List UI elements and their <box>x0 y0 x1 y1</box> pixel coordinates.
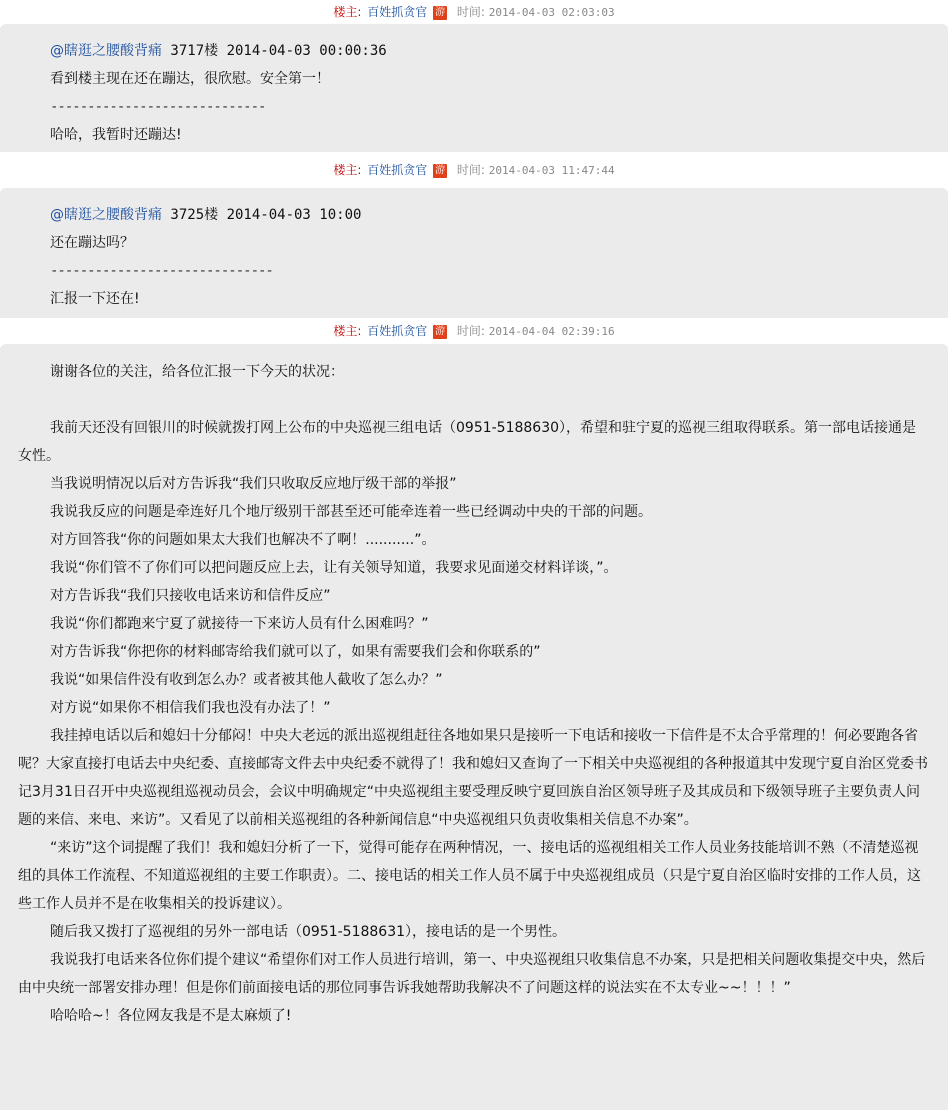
author-link[interactable]: 百姓抓贪官 <box>367 324 428 338</box>
author-link[interactable]: 百姓抓贪官 <box>367 163 428 177</box>
paragraph: 我说“你们都跑来宁夏了就接待一下来访人员有什么困难吗？” <box>50 616 429 632</box>
visitor-badge-icon: 游 <box>435 6 446 18</box>
quote-line <box>50 201 934 229</box>
paragraph: 对方告诉我“我们只接收电话来访和信件反应” <box>50 588 331 604</box>
paragraph: 我说我打电话来各位你们提个建议“希望你们对工作人员进行培训，第一、中央巡视组只收集信息不办案，只是把相关问题收集提交中央，然后由中央统一部署安排办理！但是你们前面接电话的那位同事告诉我她帮助我解决不了问题这样的说法实在不太专业~~！！！” <box>18 952 926 996</box>
post-content <box>0 188 948 318</box>
paragraph: 谢谢各位的关注，给各位汇报一下今天的状况： <box>50 364 344 380</box>
quote-text: 看到楼主现在还在蹦达，很欣慰。安全第一！ <box>50 71 330 87</box>
reply-text: 汇报一下还在! <box>50 291 140 307</box>
visitor-badge-icon: 游 <box>435 164 446 176</box>
blank-line <box>18 386 930 414</box>
paragraph: 哈哈哈~！各位网友我是不是太麻烦了! <box>50 1008 292 1024</box>
paragraph: 对方说“如果你不相信我们我也没有办法了！” <box>50 700 331 716</box>
op-label: 楼主: <box>333 324 362 338</box>
post-time: 2014-04-03 11:47:44 <box>488 164 615 177</box>
paragraph: 当我说明情况以后对方告诉我“我们只收取反应地厅级干部的举报” <box>50 476 457 492</box>
time-label: 时间: <box>456 324 485 338</box>
visitor-badge-icon: 游 <box>435 325 446 337</box>
post-header <box>0 152 948 188</box>
post-content <box>0 344 948 1110</box>
author-link[interactable]: 百姓抓贪官 <box>367 5 428 19</box>
paragraph: 我说“如果信件没有收到怎么办？或者被其他人截收了怎么办？” <box>50 672 443 688</box>
paragraph: 我挂掉电话以后和媳妇十分郁闷！中央大老远的派出巡视组赶往各地如果只是接听一下电话和接收一下信件是不太合乎常理的！何必要跑各省呢？大家直接打电话去中央纪委、直接邮寄文件去中央纪委不就得了！我和媳妇又查询了一下相关中央巡视组的各种报道其中发现宁夏自治区党委书记3月31日召开中央巡视组巡视动员会，会议中明确规定“中央巡视组主要受理反映宁夏回族自治区领导班子及其成员和下级领导班子主要负责人问题的来信、来电、来访”。又看见了以前相关巡视组的各种新闻信息“中央巡视组只负责收集相关信息不办案”。 <box>18 728 928 828</box>
paragraph: 我前天还没有回银川的时候就拨打网上公布的中央巡视三组电话（0951-5188630），希望和驻宁夏的巡视三组取得联系。第一部电话接通是女性。 <box>18 420 917 464</box>
quote-meta: 3717楼 2014-04-03 00:00:36 <box>162 43 387 59</box>
reply-text: 哈哈，我暂时还蹦达! <box>50 127 182 143</box>
post-header <box>0 318 948 344</box>
paragraph: 对方回答我“你的问题如果太大我们也解决不了啊！...........”。 <box>50 532 436 548</box>
op-label: 楼主: <box>333 5 362 19</box>
time-label: 时间: <box>456 163 485 177</box>
post-header <box>0 0 948 24</box>
paragraph: 我说“你们管不了你们可以把问题反应上去，让有关领导知道，我要求见面递交材料详谈，”。 <box>50 560 618 576</box>
quote-line <box>50 37 934 65</box>
paragraph: 随后我又拨打了巡视组的另外一部电话（0951-5188631），接电话的是一个男性。 <box>50 924 567 940</box>
quote-meta: 3725楼 2014-04-03 10:00 <box>162 207 362 223</box>
quote-user-link[interactable]: @瞎逛之腰酸背痛 <box>50 207 162 223</box>
quote-text: 还在蹦达吗？ <box>50 235 134 251</box>
op-label: 楼主: <box>333 163 362 177</box>
post-time: 2014-04-03 02:03:03 <box>488 6 615 19</box>
paragraph: 对方告诉我“你把你的材料邮寄给我们就可以了，如果有需要我们会和你联系的” <box>50 644 541 660</box>
separator: ----------------------------- <box>50 99 266 115</box>
time-label: 时间: <box>456 5 485 19</box>
post-content <box>0 24 948 152</box>
paragraph: “来访”这个词提醒了我们！我和媳妇分析了一下，觉得可能存在两种情况，一、接电话的巡视组相关工作人员业务技能培训不熟（不清楚巡视组的具体工作流程、不知道巡视组的主要工作职责）。二、接电话的相关工作人员不属于中央巡视组成员（只是宁夏自治区临时安排的工作人员，这些工作人员并不是在收集相关的投诉建议）。 <box>18 840 921 912</box>
paragraph: 我说我反应的问题是牵连好几个地厅级别干部甚至还可能牵连着一些已经调动中央的干部的问题。 <box>50 504 652 520</box>
post-time: 2014-04-04 02:39:16 <box>488 325 615 338</box>
separator: ------------------------------ <box>50 263 273 279</box>
quote-user-link[interactable]: @瞎逛之腰酸背痛 <box>50 43 162 59</box>
